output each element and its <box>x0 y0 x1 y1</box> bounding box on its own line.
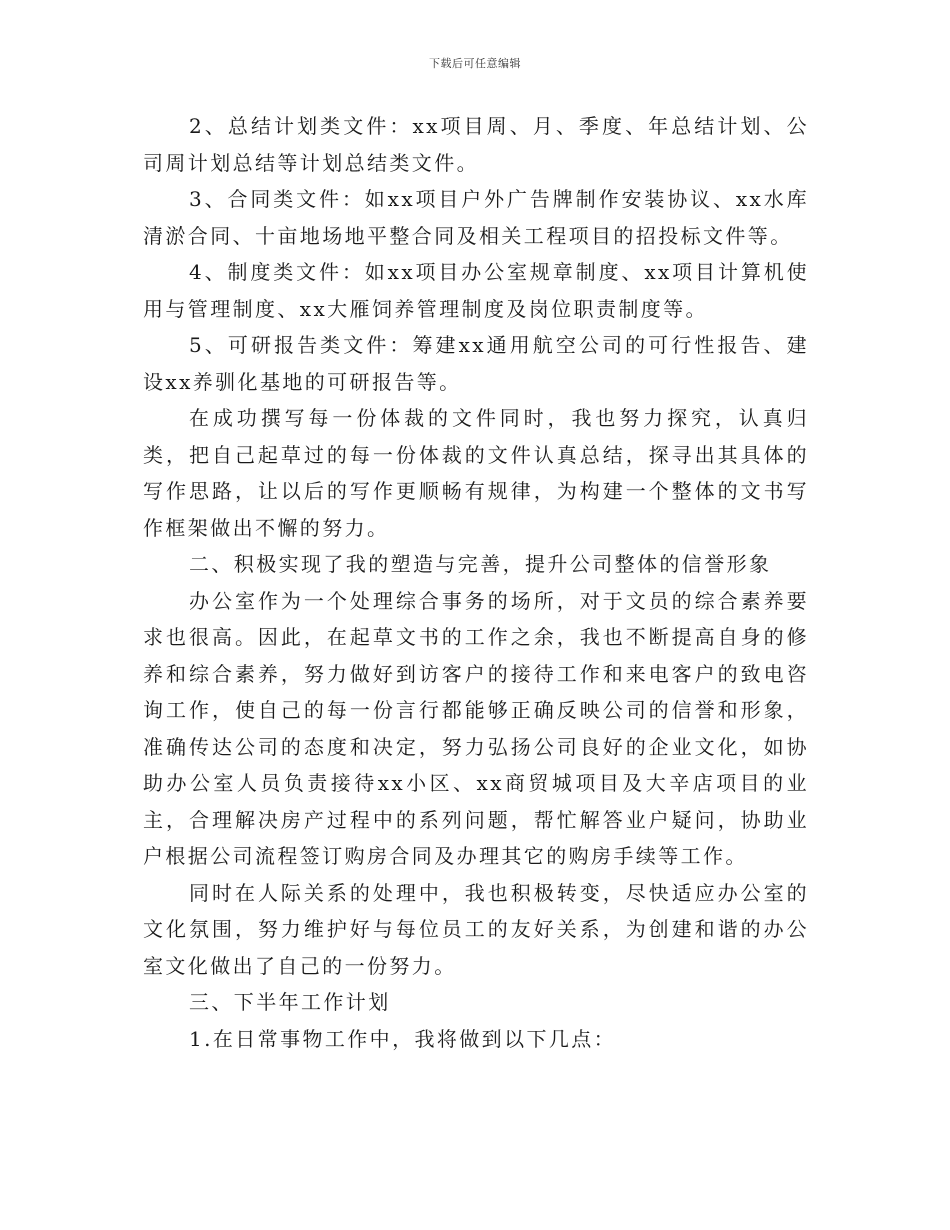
paragraph-feasibility-reports: 5、可研报告类文件：筹建xx通用航空公司的可行性报告、建设xx养驯化基地的可研报告等。 <box>143 333 809 394</box>
page-header-note: 下载后可任意编辑 <box>429 57 521 70</box>
paragraph-office-duties: 办公室作为一个处理综合事务的场所，对于文员的综合素养要求也很高。因此，在起草文书的工作之余，我也不断提高自身的修养和综合素养，努力做好到访客户的接待工作和来电客户的致电咨询工作，使自己的每一份言行都能够正确反映公司的信誉和形象，准确传达公司的态度和决定，努力弘扬公司良好的企业文化，如协助办公室人员负责接待xx小区、xx商贸城项目及大辛店项目的业主，合理解决房产过程中的系列问题，帮忙解答业户疑问，协助业户根据公司流程签订购房合同及办理其它的购房手续等工作。 <box>143 588 809 868</box>
paragraph-regulation-types: 4、制度类文件：如xx项目办公室规章制度、xx项目计算机使用与管理制度、xx大雁饲养管理制度及岗位职责制度等。 <box>143 260 809 321</box>
document-body <box>143 108 809 1057</box>
paragraph-writing-summary: 在成功撰写每一份体裁的文件同时，我也努力探究，认真归类，把自己起草过的每一份体裁的文件认真总结，探寻出其具体的写作思路，让以后的写作更顺畅有规律，为构建一个整体的文书写作框架做出不懈的努力。 <box>143 406 809 540</box>
paragraph-plan-item-1: 1.在日常事物工作中，我将做到以下几点： <box>189 1026 617 1051</box>
paragraph-relationships: 同时在人际关系的处理中，我也积极转变，尽快适应办公室的文化氛围，努力维护好与每位员工的友好关系，为创建和谐的办公室文化做出了自己的一份努力。 <box>143 880 809 978</box>
paragraph-contract-types-2: 2、总结计划类文件：xx项目周、月、季度、年总结计划、公司周计划总结等计划总结类文件。 <box>143 114 809 175</box>
section-heading-3: 三、下半年工作计划 <box>189 990 391 1014</box>
paragraph-contract-types-3: 3、合同类文件：如xx项目户外广告牌制作安装协议、xx水库清淤合同、十亩地场地平整合同及相关工程项目的招投标文件等。 <box>143 187 809 248</box>
section-heading-2: 二、积极实现了我的塑造与完善，提升公司整体的信誉形象 <box>189 552 772 576</box>
